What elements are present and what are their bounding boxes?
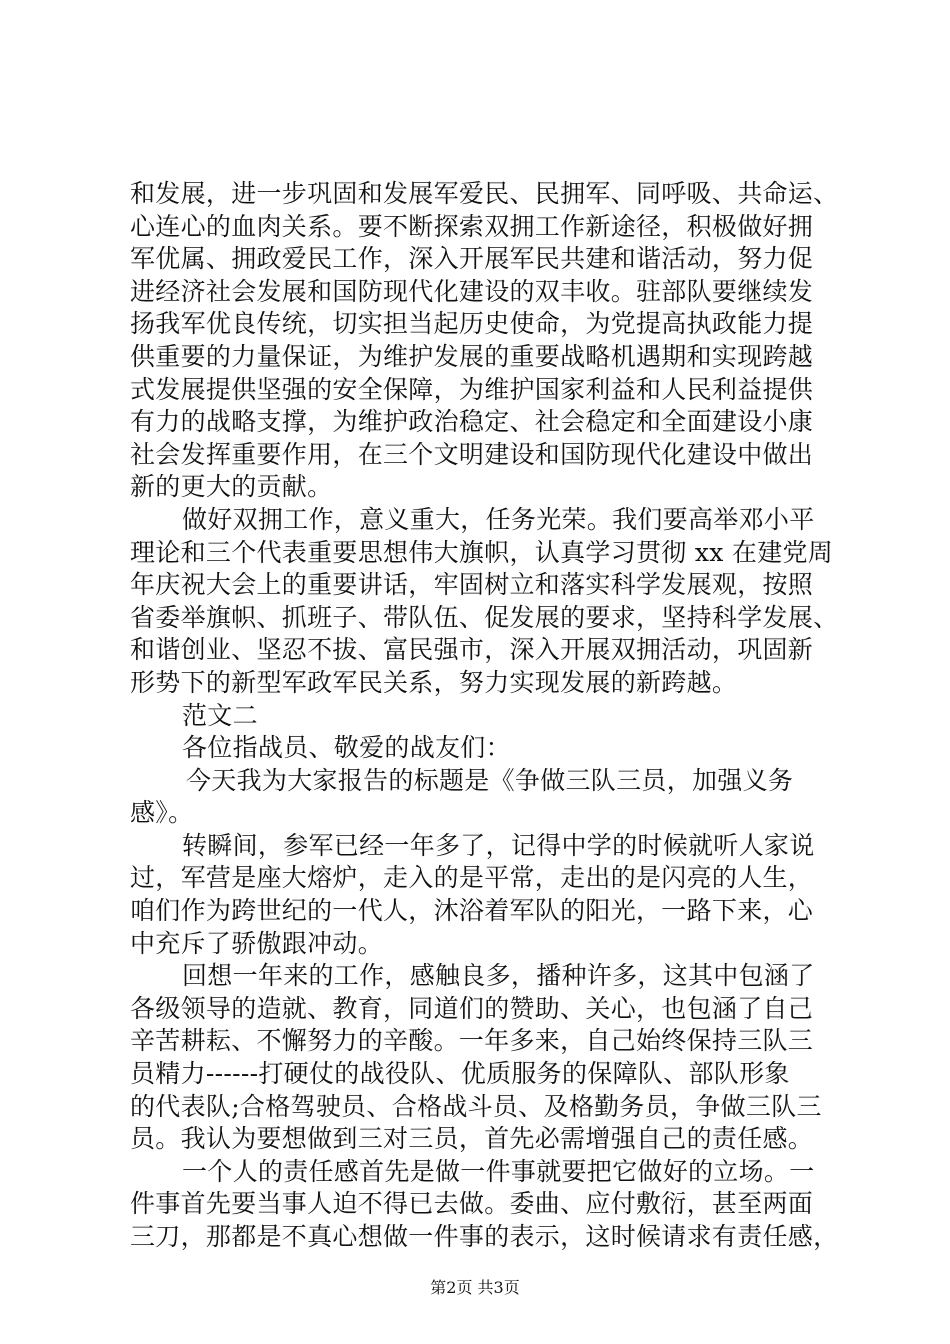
text-line: 进经济社会发展和国防现代化建设的双丰收。驻部队要继续发: [130, 276, 814, 306]
salutation-line: 各位指战员、敬爱的战友们：: [182, 733, 511, 763]
text-line: 咱们作为跨世纪的一代人，沐浴着军队的阳光，一路下来，心: [130, 896, 814, 926]
text-line: 军优属、拥政爱民工作，深入开展军民共建和谐活动，努力促: [130, 244, 814, 274]
text-line: 和发展，进一步巩固和发展军爱民、民拥军、同呼吸、共命运、: [130, 179, 839, 208]
text-line: 三刀，那都是不真心想做一件事的表示，这时候请求有责任感，: [130, 1222, 839, 1251]
text-line: 年庆祝大会上的重要讲话，牢固树立和落实科学发展观，按照: [130, 570, 814, 600]
text-line: 辛苦耕耘、不懈努力的辛酸。一年多来，自己始终保持三队三: [130, 1026, 814, 1056]
text-line: 社会发挥重要作用，在三个文明建设和国防现代化建设中做出: [130, 439, 814, 469]
text-line: 员精力------打硬仗的战役队、优质服务的保障队、部队形象: [130, 1059, 790, 1089]
text-line: 员。我认为要想做到三对三员，首先必需增强自己的责任感。: [130, 1124, 814, 1154]
paragraph-start-line: 做好双拥工作，意义重大，任务光荣。我们要高举邓小平: [182, 504, 815, 534]
document-body: [130, 178, 839, 1254]
text-line: 的代表队;合格驾驶员、合格战斗员、及格勤务员，争做三队三: [130, 1091, 822, 1121]
text-line: 扬我军优良传统，切实担当起历史使命，为党提高执政能力提: [130, 309, 814, 339]
paragraph-start-line: 一个人的责任感首先是做一件事就要把它做好的立场。一: [182, 1156, 815, 1186]
text-line: 新的更大的贡献。: [130, 472, 333, 502]
text-line: 心连心的血肉关系。要不断探索双拥工作新途径，积极做好拥: [130, 211, 814, 241]
text-line: 理论和三个代表重要思想伟大旗帜，认真学习贯彻 xx 在建党周: [130, 537, 834, 567]
text-line: 过，军营是座大熔炉，走入的是平常，走出的是闪亮的人生，: [130, 863, 814, 893]
text-line: 件事首先要当事人迫不得已去做。委曲、应付敷衍，甚至两面: [130, 1189, 814, 1219]
text-line: 形势下的新型军政军民关系，努力实现发展的新跨越。: [130, 667, 738, 697]
text-line: 中充斥了骄傲跟冲动。: [130, 928, 384, 958]
paragraph-start-line: 回想一年来的工作，感触良多，播种许多，这其中包涵了: [182, 961, 815, 991]
text-line: 各级领导的造就、教育，同道们的赞助、关心，也包涵了自己: [130, 993, 814, 1023]
paragraph-start-line: 转瞬间，参军已经一年多了，记得中学的时候就听人家说: [182, 830, 815, 860]
paragraph-start-line: 今天我为大家报告的标题是《争做三队三员，加强义务: [186, 765, 794, 795]
text-line: 式发展提供坚强的安全保障，为维护国家利益和人民利益提供: [130, 374, 814, 404]
text-line: 和谐创业、坚忍不拔、富民强市，深入开展双拥活动，巩固新: [130, 635, 814, 665]
page-number-footer: 第2页 共3页: [430, 1278, 520, 1297]
text-line: 有力的战略支撑，为维护政治稳定、社会稳定和全面建设小康: [130, 407, 814, 437]
text-line: 感》。: [130, 798, 194, 828]
text-line: 省委举旗帜、抓班子、带队伍、促发展的要求，坚持科学发展、: [130, 602, 839, 632]
text-line: 供重要的力量保证，为维护发展的重要战略机遇期和实现跨越: [130, 341, 814, 371]
section-heading: 范文二: [182, 700, 258, 730]
